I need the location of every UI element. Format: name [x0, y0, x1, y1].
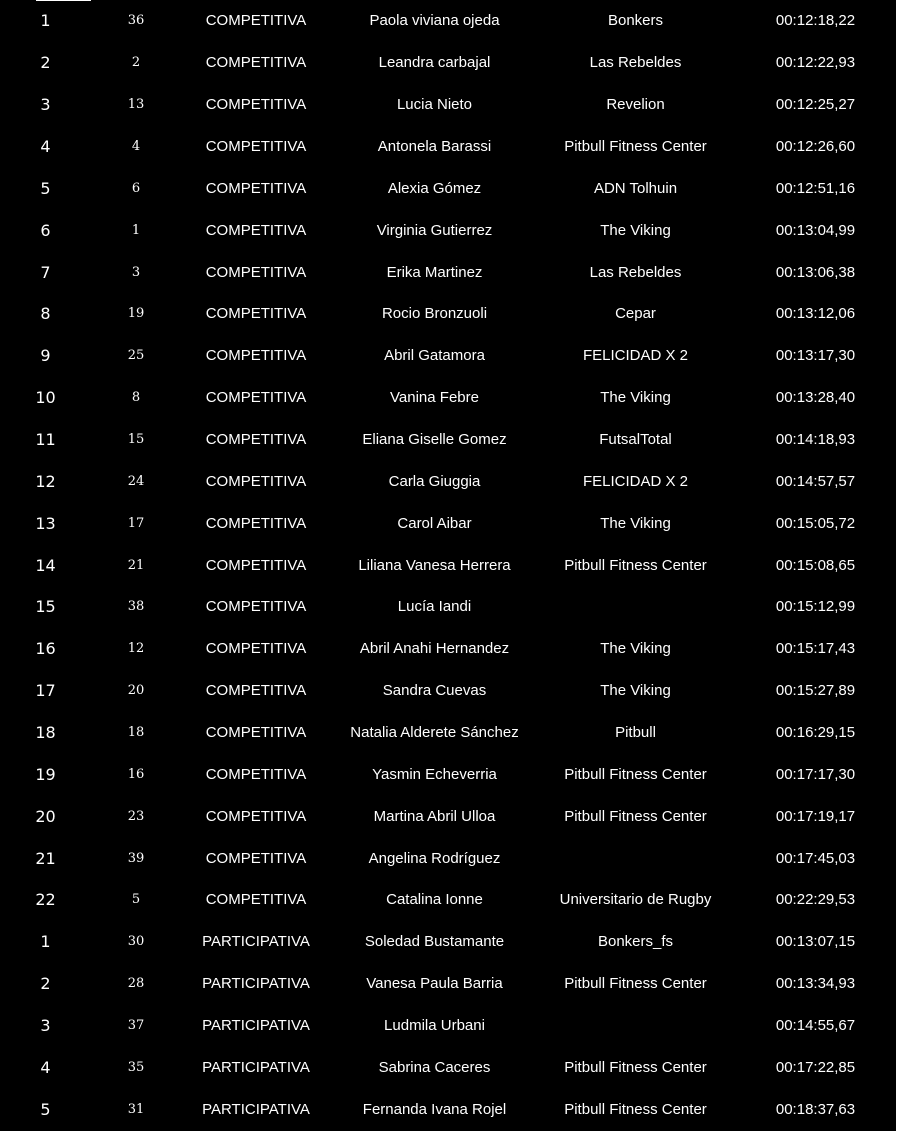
athlete-name-cell: Angelina Rodríguez [368, 849, 501, 867]
table-row [0, 42, 898, 84]
category-cell: PARTICIPATIVA [202, 1100, 310, 1118]
table-row [0, 502, 898, 544]
category-cell: COMPETITIVA [205, 263, 307, 281]
team-cell [538, 586, 733, 628]
bib-number-cell: 3 [131, 264, 141, 280]
team-cell: Pitbull Fitness Center [564, 765, 707, 783]
category-cell: COMPETITIVA [205, 431, 307, 449]
bib-number-cell: 30 [127, 934, 145, 950]
team-cell: The Viking [600, 389, 671, 407]
bib-number-cell: 4 [131, 139, 141, 154]
table-row [0, 460, 898, 502]
position-cell: 17 [35, 681, 56, 701]
team-cell: Las Rebeldes [589, 54, 682, 72]
time-cell: 00:12:51,16 [775, 179, 856, 197]
category-cell: COMPETITIVA [205, 179, 307, 197]
table-row [0, 921, 898, 963]
time-cell: 00:13:28,40 [775, 389, 856, 407]
athlete-name-cell: Lucia Nieto [396, 96, 473, 114]
category-cell: COMPETITIVA [205, 12, 307, 30]
time-cell: 00:15:08,65 [775, 556, 856, 574]
position-cell: 21 [35, 848, 56, 868]
table-row [0, 586, 898, 628]
team-cell: Universitario de Rugby [559, 891, 712, 909]
team-cell: The Viking [600, 221, 671, 239]
bib-number-cell: 28 [127, 976, 145, 992]
category-cell: COMPETITIVA [205, 347, 307, 365]
team-cell: The Viking [600, 682, 671, 700]
athlete-name-cell: Sabrina Caceres [378, 1058, 491, 1076]
bib-number-cell: 21 [127, 557, 145, 573]
time-cell: 00:15:05,72 [775, 514, 856, 532]
time-cell: 00:22:29,53 [775, 891, 856, 909]
athlete-name-cell: Erika Martinez [386, 263, 483, 281]
athlete-name-cell: Martina Abril Ulloa [373, 807, 496, 825]
bib-number-cell: 17 [127, 515, 145, 531]
category-cell: COMPETITIVA [205, 765, 307, 783]
bib-number-cell: 23 [127, 808, 145, 824]
category-cell: COMPETITIVA [205, 807, 307, 825]
team-cell [538, 837, 733, 879]
athlete-name-cell: Paola viviana ojeda [369, 12, 500, 30]
team-cell: Pitbull Fitness Center [564, 807, 707, 825]
bib-number-cell: 5 [131, 892, 141, 908]
bib-number-cell: 37 [127, 1018, 145, 1034]
position-cell: 18 [35, 723, 56, 743]
bib-number-cell: 38 [127, 599, 145, 615]
team-cell: FELICIDAD X 2 [582, 472, 689, 490]
time-cell: 00:12:18,22 [775, 12, 856, 30]
athlete-name-cell: Liliana Vanesa Herrera [358, 556, 511, 574]
category-cell: COMPETITIVA [205, 682, 307, 700]
table-row [0, 670, 898, 712]
position-cell: 6 [40, 220, 51, 240]
athlete-name-cell: Virginia Gutierrez [376, 221, 493, 239]
table-row [0, 419, 898, 461]
table-row [0, 837, 898, 879]
table-row [0, 335, 898, 377]
position-cell: 3 [40, 1016, 51, 1036]
time-cell: 00:15:17,43 [775, 640, 856, 658]
time-cell: 00:14:18,93 [775, 431, 856, 449]
time-cell: 00:12:26,60 [775, 138, 856, 155]
category-cell: PARTICIPATIVA [202, 1017, 310, 1035]
position-cell: 16 [35, 639, 56, 659]
team-cell: Bonkers [607, 12, 664, 30]
time-cell: 00:13:06,38 [775, 263, 856, 281]
position-cell: 19 [35, 764, 56, 784]
category-cell: COMPETITIVA [205, 891, 307, 909]
bib-number-cell: 24 [127, 473, 145, 489]
table-row [0, 1046, 898, 1088]
table-row [0, 1005, 898, 1047]
team-cell: Pitbull Fitness Center [564, 1058, 707, 1076]
team-cell: FutsalTotal [599, 431, 672, 449]
table-row [0, 126, 898, 168]
athlete-name-cell: Rocio Bronzuoli [381, 305, 488, 323]
athlete-name-cell: Leandra carbajal [378, 54, 491, 72]
position-cell: 22 [35, 890, 56, 910]
athlete-name-cell: Carla Giuggia [388, 472, 481, 490]
category-cell: COMPETITIVA [205, 556, 307, 574]
team-cell: Revelion [606, 96, 665, 114]
time-cell: 00:17:19,17 [775, 807, 856, 825]
time-cell: 00:13:04,99 [775, 221, 856, 239]
position-cell: 3 [40, 95, 51, 115]
table-row [0, 209, 898, 251]
category-cell: PARTICIPATIVA [202, 1058, 310, 1076]
bib-number-cell: 12 [127, 641, 145, 657]
bib-number-cell: 1 [131, 222, 141, 238]
position-cell: 5 [40, 1099, 51, 1119]
time-cell: 00:14:55,67 [775, 1017, 856, 1035]
table-row [0, 753, 898, 795]
category-cell: COMPETITIVA [205, 724, 307, 742]
table-row [0, 251, 898, 293]
athlete-name-cell: Soledad Bustamante [364, 933, 505, 951]
bib-number-cell: 36 [127, 13, 145, 29]
time-cell: 00:17:17,30 [775, 765, 856, 783]
category-cell: COMPETITIVA [205, 305, 307, 323]
table-row [0, 84, 898, 126]
athlete-name-cell: Vanesa Paula Barria [366, 975, 503, 993]
athlete-name-cell: Carol Aibar [397, 514, 472, 532]
athlete-name-cell: Ludmila Urbani [384, 1017, 485, 1035]
athlete-name-cell: Yasmin Echeverria [372, 765, 497, 783]
position-cell: 1 [40, 932, 51, 952]
table-row [0, 293, 898, 335]
category-cell: PARTICIPATIVA [202, 975, 310, 993]
time-cell: 00:13:12,06 [775, 305, 856, 323]
position-cell: 10 [35, 388, 56, 408]
bib-number-cell: 25 [127, 348, 145, 364]
category-cell: COMPETITIVA [205, 138, 307, 155]
bib-number-cell: 8 [131, 390, 141, 406]
athlete-name-cell: Antonela Barassi [377, 138, 492, 155]
table-row [0, 628, 898, 670]
bib-number-cell: 19 [127, 306, 145, 322]
time-cell: 00:18:37,63 [775, 1100, 856, 1118]
team-cell: ADN Tolhuin [593, 179, 678, 197]
position-cell: 13 [35, 513, 56, 533]
position-cell: 14 [35, 555, 56, 575]
category-cell: COMPETITIVA [205, 389, 307, 407]
position-cell: 4 [40, 137, 51, 156]
time-cell: 00:13:07,15 [775, 933, 856, 951]
category-cell: COMPETITIVA [205, 96, 307, 114]
team-cell: Pitbull Fitness Center [564, 556, 707, 574]
bib-number-cell: 18 [127, 725, 145, 741]
bib-number-cell: 35 [127, 1059, 145, 1075]
table-row [0, 167, 898, 209]
team-cell: FELICIDAD X 2 [582, 347, 689, 365]
team-cell: The Viking [600, 514, 671, 532]
category-cell: COMPETITIVA [205, 849, 307, 867]
athlete-name-cell: Abril Anahi Hernandez [359, 640, 510, 658]
bib-number-cell: 13 [127, 97, 145, 113]
table-row [0, 377, 898, 419]
table-row [0, 544, 898, 586]
category-cell: COMPETITIVA [205, 54, 307, 72]
position-cell: 5 [40, 178, 51, 198]
athlete-name-cell: Lucía Iandi [397, 598, 472, 616]
time-cell: 00:17:45,03 [775, 849, 856, 867]
position-cell: 15 [35, 597, 56, 617]
athlete-name-cell: Eliana Giselle Gomez [362, 431, 507, 449]
time-cell: 00:17:22,85 [775, 1058, 856, 1076]
time-cell: 00:16:29,15 [775, 724, 856, 742]
time-cell: 00:15:27,89 [775, 682, 856, 700]
position-cell: 8 [40, 304, 51, 324]
team-cell: Pitbull [615, 724, 656, 742]
table-row [0, 795, 898, 837]
table-row [0, 879, 898, 921]
position-cell: 1 [40, 11, 51, 31]
table-row [0, 712, 898, 754]
position-cell: 20 [35, 806, 56, 826]
bib-number-cell: 6 [131, 180, 141, 196]
time-cell: 00:12:22,93 [775, 54, 856, 72]
team-cell: Pitbull Fitness Center [564, 1100, 707, 1118]
time-cell: 00:14:57,57 [775, 472, 856, 490]
athlete-name-cell: Abril Gatamora [384, 347, 485, 365]
athlete-name-cell: Fernanda Ivana Rojel [362, 1100, 507, 1118]
position-cell: 7 [40, 262, 51, 282]
position-cell: 11 [35, 430, 56, 450]
category-cell: COMPETITIVA [205, 640, 307, 658]
bib-number-cell: 20 [127, 683, 145, 699]
team-cell: Bonkers_fs [597, 933, 674, 951]
team-cell: Pitbull Fitness Center [564, 138, 707, 155]
position-cell: 12 [35, 471, 56, 491]
athlete-name-cell: Vanina Febre [390, 389, 479, 407]
athlete-name-cell: Catalina Ionne [386, 891, 483, 909]
bib-number-cell: 2 [131, 55, 141, 71]
athlete-name-cell: Natalia Alderete Sánchez [350, 724, 519, 742]
bib-number-cell: 39 [127, 850, 145, 866]
team-cell: The Viking [600, 640, 671, 658]
table-row [0, 1088, 898, 1130]
athlete-name-cell: Alexia Gómez [387, 179, 482, 197]
position-cell: 9 [40, 346, 51, 366]
time-cell: 00:15:12,99 [775, 598, 856, 616]
time-cell: 00:13:34,93 [775, 975, 856, 993]
time-cell: 00:12:25,27 [775, 96, 856, 114]
category-cell: PARTICIPATIVA [202, 933, 310, 951]
position-cell: 4 [40, 1057, 51, 1077]
time-cell: 00:13:17,30 [775, 347, 856, 365]
table-row [0, 0, 898, 42]
position-cell: 2 [40, 974, 51, 994]
bib-number-cell: 31 [127, 1101, 145, 1117]
position-cell: 2 [40, 53, 51, 73]
category-cell: COMPETITIVA [205, 514, 307, 532]
category-cell: COMPETITIVA [205, 472, 307, 490]
table-row [0, 963, 898, 1005]
team-cell [538, 1005, 733, 1047]
category-cell: COMPETITIVA [205, 221, 307, 239]
bib-number-cell: 15 [127, 432, 145, 448]
category-cell: COMPETITIVA [205, 598, 307, 616]
team-cell: Cepar [615, 305, 656, 323]
athlete-name-cell: Sandra Cuevas [382, 682, 487, 700]
bib-number-cell: 16 [127, 766, 145, 782]
team-cell: Las Rebeldes [589, 263, 682, 281]
team-cell: Pitbull Fitness Center [564, 975, 707, 993]
